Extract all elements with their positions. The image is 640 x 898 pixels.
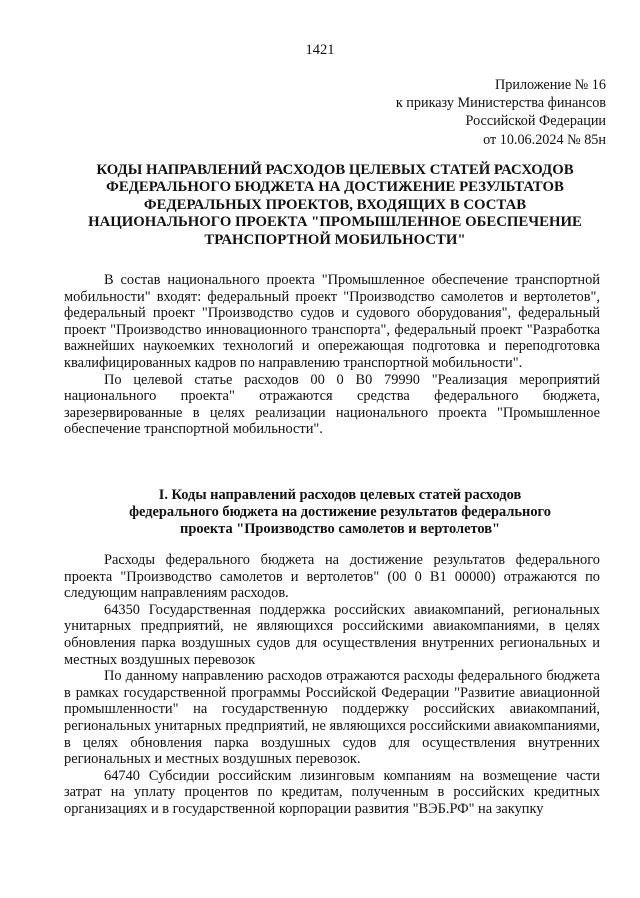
section-body (64, 552, 600, 818)
intro-text (64, 272, 600, 438)
intro-paragraph: По целевой статье расходов 00 0 В0 79990 "Реализация мероприятий национального проекта" отражаются средства федерального бюджета, зарезервированные в целях реализации национального проекта "Промышленное обеспечение транспортной мобильности". (64, 371, 600, 438)
page-number: 1421 (305, 42, 335, 58)
intro-paragraph: В состав национального проекта "Промышленное обеспечение транспортной мобильности" входят: федеральный проект "Производство самолетов и вертолетов", федеральный проект "Производство судов и судового оборудования", федеральный проект "Производство инновационного транспорта", федеральный проект "Разработка важнейших наукоемких технологий и опережающая подготовка и переподготовка квалифицированных кадров по направлению транспортной мобильности". (64, 272, 600, 371)
title-line: КОДЫ НАПРАВЛЕНИЙ РАСХОДОВ ЦЕЛЕВЫХ СТАТЕЙ РАСХОДОВ (96, 162, 574, 178)
section-paragraph: 64740 Субсидии российским лизинговым компаниям на возмещение части затрат на уплату процентов по кредитам, полученным в российских кредитных организациях и в государственной корпорации развития "ВЭБ.РФ" на закупку (64, 767, 600, 817)
appendix-line: Приложение № 16 (495, 77, 606, 93)
section-paragraph: Расходы федерального бюджета на достижение результатов федерального проекта "Производство самолетов и вертолетов" (00 0 В1 00000) отражаются по следующим направлениям расходов. (64, 552, 600, 602)
title-line: ТРАНСПОРТНОЙ МОБИЛЬНОСТИ" (204, 231, 466, 248)
document-title (60, 162, 610, 249)
title-line: ФЕДЕРАЛЬНЫХ ПРОЕКТОВ, ВХОДЯЩИХ В СОСТАВ (143, 196, 527, 213)
section-heading-line: федерального бюджета на достижение результатов федерального (129, 504, 551, 520)
appendix-reference (376, 76, 606, 149)
section-heading-line: проекта "Производство самолетов и вертолетов" (180, 521, 500, 537)
appendix-line: от 10.06.2024 № 85н (483, 131, 606, 148)
section-paragraph: 64350 Государственная поддержка российских авиакомпаний, региональных унитарных предприятий, не являющихся российскими авиакомпаниями, в целях обновления парка воздушных судов для осуществления внутренних региональных и местных воздушных перевозок (64, 601, 600, 668)
appendix-line: Российской Федерации (465, 113, 606, 130)
section-heading (80, 487, 600, 538)
title-line: ФЕДЕРАЛЬНОГО БЮДЖЕТА НА ДОСТИЖЕНИЕ РЕЗУЛЬТАТОВ (106, 179, 564, 196)
section-heading-line: I. Коды направлений расходов целевых статей расходов (158, 487, 522, 503)
section-paragraph: По данному направлению расходов отражаются расходы федерального бюджета в рамках государственной программы Российской Федерации "Развитие авиационной промышленности" на государственную поддержку российских авиакомпаний, региональных унитарных предприятий, не являющихся российскими авиакомпаниями, в целях обновления парка воздушных судов для осуществления внутренних региональных и местных воздушных перевозок. (64, 668, 600, 768)
title-line: НАЦИОНАЛЬНОГО ПРОЕКТА "ПРОМЫШЛЕННОЕ ОБЕСПЕЧЕНИЕ (88, 214, 582, 231)
appendix-line: к приказу Министерства финансов (395, 95, 606, 112)
